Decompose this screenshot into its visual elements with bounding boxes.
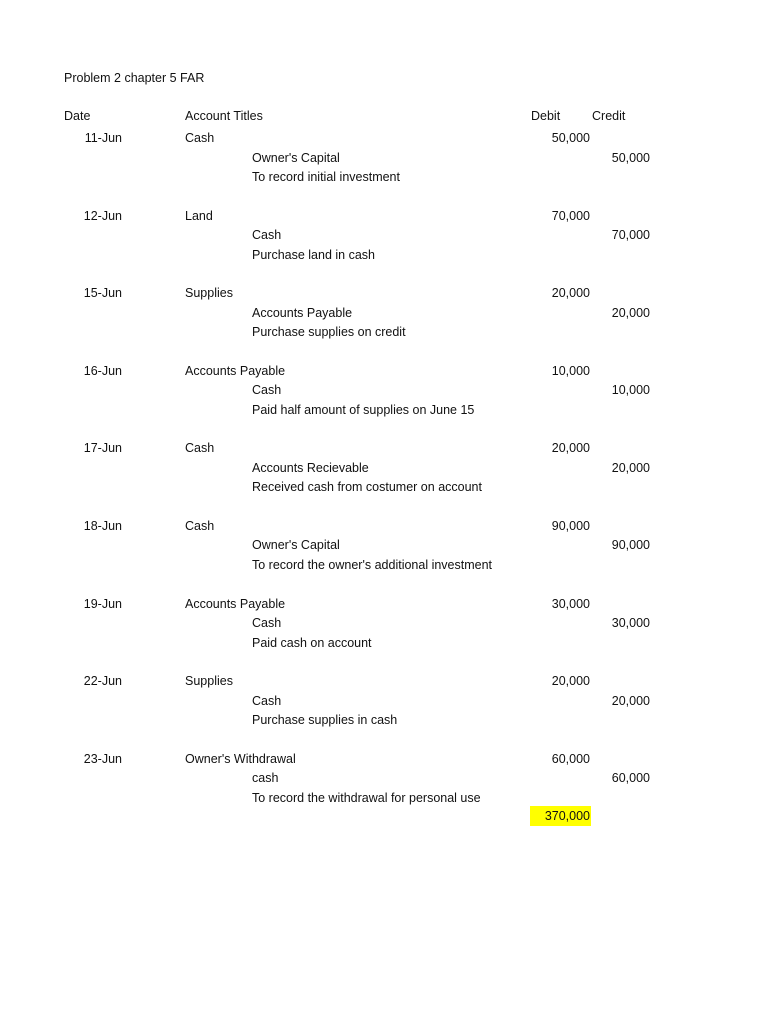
journal-entry: [0, 284, 768, 362]
journal-entries: [0, 129, 768, 827]
entry-date: 19-Jun: [83, 596, 122, 611]
entry-date: 11-Jun: [84, 131, 122, 145]
debit-amount: 10,000: [551, 363, 590, 378]
entry-date: 12-Jun: [83, 208, 122, 223]
entry-description: Purchase land in cash: [252, 247, 375, 262]
credit-account: Cash: [252, 383, 282, 398]
description-line: [0, 634, 768, 654]
entry-description: To record initial investment: [252, 170, 400, 184]
description-line: [0, 556, 768, 576]
credit-line: [0, 226, 768, 246]
credit-line: [0, 459, 768, 479]
credit-account: Cash: [252, 616, 282, 631]
credit-account: Accounts Payable: [252, 305, 353, 320]
debit-line: [0, 207, 768, 227]
date-column-header: Date: [64, 109, 91, 123]
entry-date: 22-Jun: [83, 674, 122, 689]
description-line: [0, 168, 768, 188]
debit-amount: 60,000: [551, 751, 590, 766]
credit-amount: 60,000: [611, 771, 650, 786]
credit-line: [0, 304, 768, 324]
debit-account: Owner's Withdrawal: [185, 751, 296, 766]
entry-date: 16-Jun: [83, 363, 122, 378]
debit-amount: 30,000: [551, 596, 590, 611]
credit-account: Cash: [252, 228, 282, 243]
debit-line: [0, 362, 768, 382]
debit-amount: 70,000: [551, 208, 590, 223]
debit-account: Accounts Payable: [185, 596, 286, 611]
description-line: [0, 711, 768, 731]
debit-account: Cash: [185, 131, 215, 145]
credit-account: Owner's Capital: [252, 150, 340, 165]
debit-amount: 20,000: [551, 286, 590, 301]
credit-amount: 20,000: [611, 693, 650, 708]
entry-description: Purchase supplies on credit: [252, 325, 406, 340]
credit-line: [0, 614, 768, 634]
credit-line: [0, 769, 768, 789]
entry-description: Received cash from costumer on account: [252, 480, 482, 495]
credit-column-header: Credit: [592, 109, 626, 123]
debit-line: [0, 284, 768, 304]
description-line: [0, 401, 768, 421]
debit-line: [0, 439, 768, 459]
account-titles-column-header: Account Titles: [185, 109, 263, 123]
entry-date: 23-Jun: [83, 751, 122, 766]
credit-account: Owner's Capital: [252, 538, 340, 553]
credit-amount: 10,000: [611, 383, 650, 398]
credit-amount: 90,000: [611, 538, 650, 553]
description-line: [0, 323, 768, 343]
debit-line: [0, 517, 768, 537]
credit-account: Accounts Recievable: [252, 460, 369, 475]
journal-entry: [0, 129, 768, 207]
credit-amount: 50,000: [611, 150, 650, 165]
entry-description: To record the owner's additional investment: [252, 557, 493, 572]
debit-amount: 50,000: [551, 131, 590, 145]
debit-line: [0, 672, 768, 692]
description-line: [0, 478, 768, 498]
credit-line: [0, 692, 768, 712]
credit-account: Cash: [252, 693, 282, 708]
debit-total: 370,000: [530, 806, 591, 826]
credit-line: [0, 149, 768, 169]
debit-amount: 20,000: [551, 441, 590, 456]
journal-entry: [0, 207, 768, 285]
entry-date: 15-Jun: [83, 286, 122, 301]
debit-account: Supplies: [185, 286, 233, 301]
description-line: [0, 789, 768, 809]
debit-account: Cash: [185, 441, 215, 456]
debit-line: [0, 750, 768, 770]
entry-date: 18-Jun: [83, 518, 122, 533]
debit-account: Land: [185, 208, 213, 223]
credit-account: cash: [252, 771, 279, 786]
credit-line: [0, 381, 768, 401]
credit-line: [0, 536, 768, 556]
journal-entry: [0, 672, 768, 750]
entry-description: To record the withdrawal for personal use: [252, 790, 481, 805]
debit-line: [0, 129, 768, 149]
debit-account: Supplies: [185, 674, 233, 689]
debit-account: Cash: [185, 518, 215, 533]
journal-entry: [0, 362, 768, 440]
credit-amount: 20,000: [611, 460, 650, 475]
debit-line: [0, 595, 768, 615]
page-title: Problem 2 chapter 5 FAR: [64, 71, 205, 85]
debit-account: Accounts Payable: [185, 363, 286, 378]
journal-entry: [0, 750, 768, 828]
entry-description: Paid cash on account: [252, 635, 372, 650]
credit-amount: 20,000: [611, 305, 650, 320]
debit-column-header: Debit: [531, 109, 561, 123]
journal-entry: [0, 595, 768, 673]
entry-date: 17-Jun: [83, 441, 122, 456]
journal-entry: [0, 439, 768, 517]
entry-description: Purchase supplies in cash: [252, 713, 398, 728]
credit-amount: 30,000: [611, 616, 650, 631]
entry-description: Paid half amount of supplies on June 15: [252, 402, 475, 417]
debit-amount: 20,000: [551, 674, 590, 689]
credit-amount: 70,000: [611, 228, 650, 243]
debit-amount: 90,000: [551, 518, 590, 533]
journal-entry: [0, 517, 768, 595]
description-line: [0, 246, 768, 266]
